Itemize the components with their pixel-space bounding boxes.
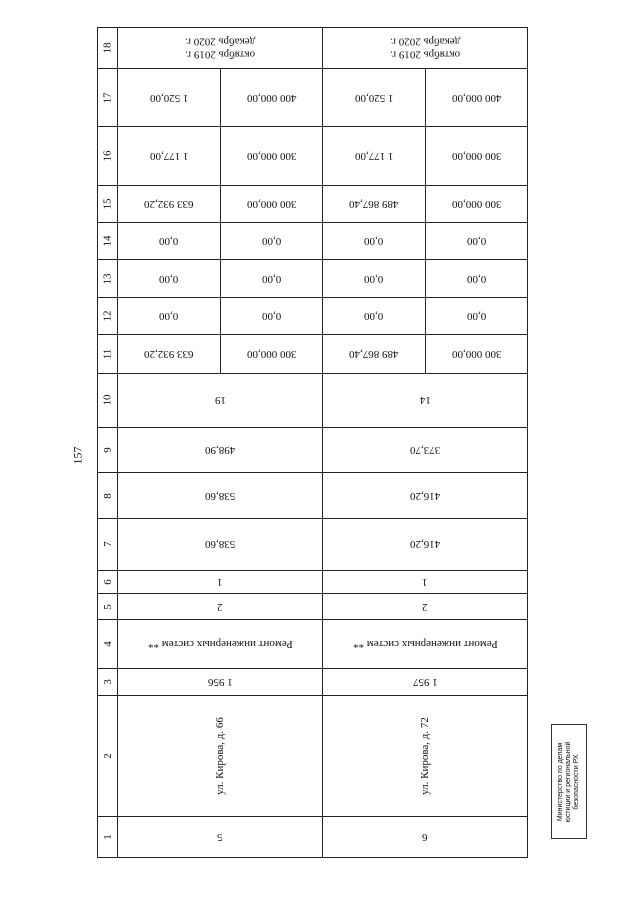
value-cell: 1 520,00 — [323, 68, 426, 127]
table-row-col-17 — [98, 68, 528, 127]
page-number: 157 — [70, 446, 85, 465]
value-cell: 0,00 — [323, 260, 426, 298]
year-cell: 1 957 — [323, 669, 528, 695]
value-cell: 0,00 — [118, 260, 221, 298]
column-number-9: 9 — [98, 427, 118, 473]
value-cell: 300 000,00 — [426, 335, 528, 374]
value-cell: 300 000,00 — [221, 335, 323, 374]
value-cell: 0,00 — [118, 222, 221, 260]
column-number-4: 4 — [98, 620, 118, 669]
column-number-8: 8 — [98, 473, 118, 519]
value-cell: 0,00 — [323, 222, 426, 260]
value-cell: 0,00 — [426, 222, 528, 260]
row-number-cell: 6 — [323, 817, 528, 858]
value-cell: 416,20 — [323, 519, 528, 571]
column-number-18: 18 — [98, 28, 118, 69]
table-row-col-7 — [98, 519, 528, 571]
value-cell: 19 — [118, 373, 323, 427]
value-cell: 14 — [323, 373, 528, 427]
value-cell: 0,00 — [426, 297, 528, 335]
value-cell: 0,00 — [221, 260, 323, 298]
period-end: декабрь 2020 г. — [184, 35, 256, 48]
table-row-col-11 — [98, 335, 528, 374]
value-cell: 300 000,00 — [426, 186, 528, 223]
table-row-col-4 — [98, 620, 528, 669]
value-cell: 2 — [323, 594, 528, 620]
column-number-1: 1 — [98, 817, 118, 858]
period-start: октябрь 2019 г. — [389, 48, 461, 61]
value-cell: 1 — [118, 570, 323, 593]
table-row-col-12 — [98, 297, 528, 335]
value-cell: 489 867,40 — [323, 186, 426, 223]
value-cell: 538,60 — [118, 473, 323, 519]
value-cell: 400 000,00 — [221, 68, 323, 127]
column-number-2: 2 — [98, 695, 118, 817]
value-cell: 300 000,00 — [221, 186, 323, 223]
value-cell: 0,00 — [323, 297, 426, 335]
table-row-col-8 — [98, 473, 528, 519]
column-number-17: 17 — [98, 68, 118, 127]
table-row-col-15 — [98, 186, 528, 223]
value-cell: 373,70 — [323, 427, 528, 473]
column-number-14: 14 — [98, 222, 118, 260]
table-row-col-1 — [98, 817, 528, 858]
column-number-12: 12 — [98, 297, 118, 335]
value-cell: 0,00 — [118, 297, 221, 335]
value-cell: 300 000,00 — [426, 127, 528, 186]
value-cell: 1 520,00 — [118, 68, 221, 127]
table-row-col-3 — [98, 669, 528, 695]
value-cell: 538,60 — [118, 519, 323, 571]
value-cell: 416,20 — [323, 473, 528, 519]
value-cell: 633 932,20 — [118, 335, 221, 374]
stamp-line: безопасности РХ — [573, 753, 581, 810]
value-cell: 498,90 — [118, 427, 323, 473]
table-row-col-13 — [98, 260, 528, 298]
period-start: октябрь 2019 г. — [184, 48, 256, 61]
column-number-16: 16 — [98, 127, 118, 186]
column-number-11: 11 — [98, 335, 118, 374]
ministry-stamp — [551, 724, 587, 839]
table-row-col-16 — [98, 127, 528, 186]
stamp-line: Министерство по делам — [556, 742, 564, 821]
table-row-col-18 — [98, 28, 528, 69]
table-row-col-10 — [98, 373, 528, 427]
column-number-13: 13 — [98, 260, 118, 298]
table-row-col-14 — [98, 222, 528, 260]
column-number-6: 6 — [98, 570, 118, 593]
year-cell: 1 956 — [118, 669, 323, 695]
column-number-5: 5 — [98, 594, 118, 620]
column-number-7: 7 — [98, 519, 118, 571]
column-number-15: 15 — [98, 186, 118, 223]
value-cell: 1 177,00 — [323, 127, 426, 186]
value-cell: 1 — [323, 570, 528, 593]
table-row-col-9 — [98, 427, 528, 473]
period-end: декабрь 2020 г. — [389, 35, 461, 48]
value-cell: 400 000,00 — [426, 68, 528, 127]
address-cell: ул. Кирова, д. 72 — [323, 695, 528, 817]
row-number-cell: 5 — [118, 817, 323, 858]
period-cell-row2 — [323, 28, 528, 69]
value-cell: 0,00 — [426, 260, 528, 298]
value-cell: 2 — [118, 594, 323, 620]
column-number-10: 10 — [98, 373, 118, 427]
value-cell: 0,00 — [221, 297, 323, 335]
stamp-line: юстиции и региональной — [564, 741, 572, 822]
value-cell: 633 932,20 — [118, 186, 221, 223]
address-cell: ул. Кирова, д. 66 — [118, 695, 323, 817]
value-cell: 300 000,00 — [221, 127, 323, 186]
rotated-table — [97, 27, 528, 858]
table-row-col-2 — [98, 695, 528, 817]
value-cell: 0,00 — [221, 222, 323, 260]
work-type-cell: Ремонт инженерных систем ** — [323, 620, 528, 669]
value-cell: 489 867,40 — [323, 335, 426, 374]
column-number-3: 3 — [98, 669, 118, 695]
table-row-col-6 — [98, 570, 528, 593]
table-row-col-5 — [98, 594, 528, 620]
work-type-cell: Ремонт инженерных систем ** — [118, 620, 323, 669]
value-cell: 1 177,00 — [118, 127, 221, 186]
period-cell-row1 — [118, 28, 323, 69]
